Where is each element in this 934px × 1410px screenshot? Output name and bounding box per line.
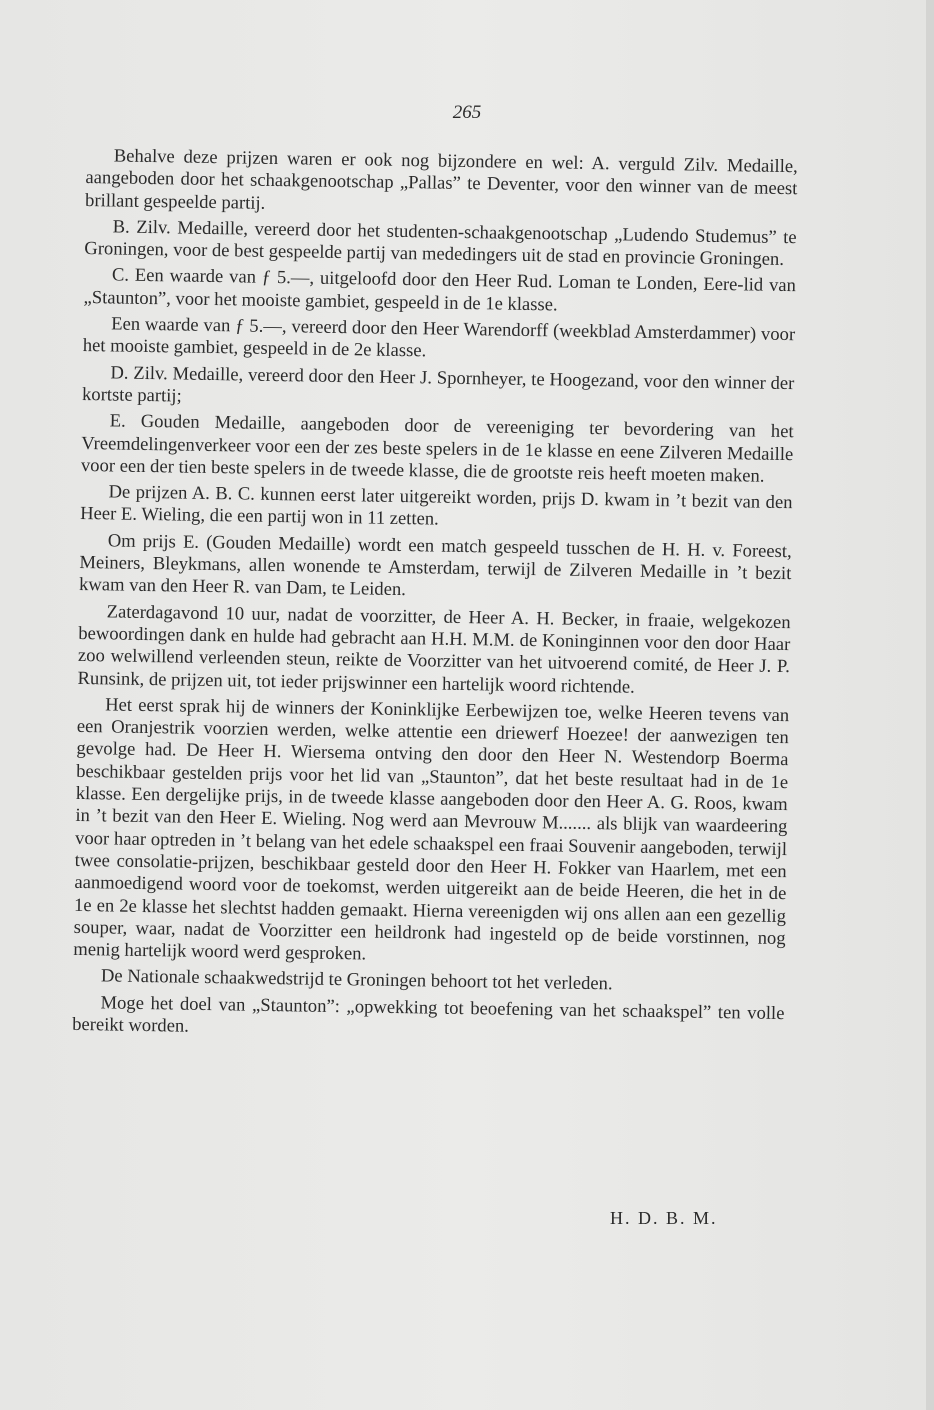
paragraph-prize-c: C. Een waarde van ƒ 5.—, uitgeloofd door den Heer Rud. Loman te Londen, Eere-lid van „Staunton”, voor het mooiste gambiet, gespeeld in de 1e klasse. [83,264,797,316]
paragraph-prize-c-second: Een waarde van ƒ 5.—, vereerd door den Heer Warendorff (weekblad Amsterdammer) voor het mooiste gambiet, gespeeld in de 2e klasse. [82,313,796,362]
paragraph-saturday-evening: Zaterdagavond 10 uur, nadat de voorzitter, de Heer A. H. Becker, in fraaie, welgekozen bewoordingen dank en hulde had gebracht aan H.H. M.M. de Koninginnen voor den door Haar zoo welwillend verleenden steun, reikte de Voorzitter van het uitvoerend comité, de Heer J. P. Runsink, de prijzen uit, tot ieder prijswinner een hartelijk woord richtende. [77,601,791,698]
paragraph-prizes-intro: Behalve deze prijzen waren er ook nog bijzondere en wel: A. verguld Zilv. Medaille, aangeboden door het schaakgenootschap „Pallas” te Deventer, voor den winner van de meest brillant gespeelde partij. [84,145,798,214]
paragraph-closing-wish: Moge het doel van „Staunton”: „opwekking tot beoefening van het schaakspel” ten volle bereikt worden. [72,992,785,1037]
paragraph-prize-b: B. Zilv. Medaille, vereerd door het studenten-schaakgenootschap „Ludendo Studemus” te Groningen, voor de best gespeelde partij van mededingers uit de stad en provincie Groningen. [84,216,797,271]
page-edge [926,0,934,1410]
paragraph-prizes-awarded: De prijzen A. B. C. kunnen eerst later uitgereikt worden, prijs D. kwam in ’t bezit van den Heer E. Wieling, die een partij won in 11 zetten. [80,481,793,531]
paragraph-conclusion: De Nationale schaakwedstrijd te Groningen behoort tot het verleden. [100,965,613,995]
paragraph-gold-medal-match: Om prijs E. (Gouden Medaille) wordt een match gespeeld tusschen de H. H. v. Foreest, Meiners, Bleykmans, allen wonende te Amsterdam, terwijl de Zilveren Medaille in ’t bezit kwam van den Heer R. van Dam, te Leiden. [78,530,792,601]
paragraph-prize-d: D. Zilv. Medaille, vereerd door den Heer J. Spornheyer, te Hoogezand, voor den winner der kortste partij; [81,362,795,407]
paragraph-prize-e: E. Gouden Medaille, aangeboden door de vereeniging ter bevordering van het Vreemdelingenverkeer voor een der zes beste spelers in de 1e klasse en eene Zilveren Medaille voor een der tien beste spelers in de tweede klasse, die de grootste reis heeft moeten maken. [80,410,794,487]
article-body [72,145,798,1051]
signature: H. D. B. M. [610,1208,718,1228]
page-number: 265 [452,102,482,123]
paragraph-speeches: Het eerst sprak hij de winners der Koninklijke Eerbewijzen toe, welke Heeren tevens van een Oranjestrik voorzien werden, welke attentie een driewerf Hoezee! der aanwezigen ten gevolge had. De Heer H. Wiersema ontving den door den Heer N. Westendorp Boerma beschikbaar gestelden prijs voor het lid van „Staunton”, dat het beste resultaat had in de 1e klasse. Een dergelijke prijs, in de tweede klasse aangeboden door den Heer A. G. Roos, kwam in ’t bezit van den Heer E. Wieling. Nog werd aan Mevrouw M....... als blijk van waardeering voor haar optreden in ’t belang van het edele schaakspel een fraai Souvenir aangeboden, terwijl twee consolatie-prijzen, beschikbaar gesteld door den Heer H. Fokker van Haarlem, met een aanmoedigend woord voor de toekomst, werden uitgereikt aan de beide Heeren, die het in de 1e en 2e klasse het slechtst hadden gemaakt. Hierna vereenigden wij ons allen aan een gezellig souper, waar, nadat de Voorzitter een heildronk had ingesteld op de beide vorstinnen, nog menig hartelijk woord werd gesproken. [73,694,790,965]
